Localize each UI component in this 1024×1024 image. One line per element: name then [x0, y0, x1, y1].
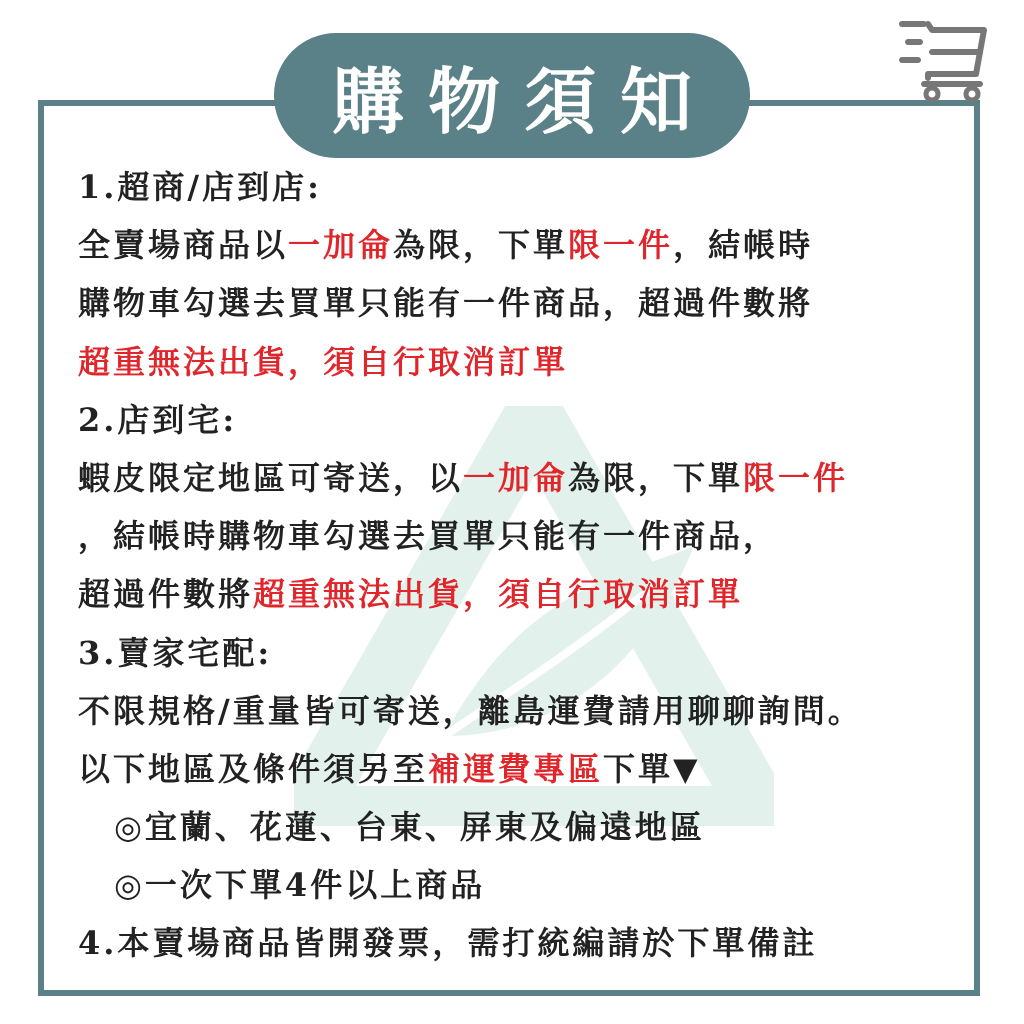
notice-text: 購物車勾選去買單只能有一件商品，超過件數將 — [78, 284, 814, 323]
notice-text: 下單▼ — [603, 749, 701, 788]
notice-text: 3.賣家宅配: — [78, 633, 273, 672]
notice-line — [78, 333, 978, 391]
notice-line — [78, 449, 978, 507]
notice-text: 為限，下單 — [568, 458, 744, 497]
highlight-text: 限一件 — [743, 458, 849, 497]
notice-line — [78, 507, 978, 565]
notice-line — [78, 391, 978, 449]
page-title: 購物須知 — [274, 33, 750, 158]
notice-line — [78, 216, 978, 274]
notice-text: 為限，下單 — [393, 226, 569, 265]
highlight-text: 限一件 — [568, 226, 674, 265]
notice-text: 全賣場商品以 — [78, 226, 289, 265]
notice-line — [78, 158, 978, 216]
notice-line — [78, 798, 978, 856]
highlight-text: 一加侖 — [288, 226, 394, 265]
notice-text: 蝦皮限定地區可寄送，以 — [78, 458, 464, 497]
highlight-text: 超重無法出貨，須自行取消訂單 — [78, 342, 569, 381]
notice-text: 以下地區及條件須另至 — [78, 749, 429, 788]
notice-line — [78, 856, 978, 914]
highlight-text: 補運費專區 — [428, 749, 604, 788]
notice-content — [78, 158, 978, 973]
notice-text: ，結帳時 — [673, 226, 814, 265]
notice-line — [78, 740, 978, 798]
notice-text: 4.本賣場商品皆開發票，需打統編請於下單備註 — [78, 924, 818, 963]
notice-line — [78, 565, 978, 623]
notice-text: ◎一次下單4件以上商品 — [114, 866, 486, 905]
notice-line — [78, 274, 978, 332]
notice-line — [78, 682, 978, 740]
highlight-text: 一加侖 — [463, 458, 569, 497]
notice-line — [78, 624, 978, 682]
highlight-text: 超重無法出貨，須自行取消訂單 — [253, 575, 744, 614]
notice-text: 不限規格/重量皆可寄送，離島運費請用聊聊詢問。 — [78, 691, 863, 730]
notice-text: ，結帳時購物車勾選去買單只能有一件商品， — [78, 517, 779, 556]
notice-text: ◎宜蘭、花蓮、台東、屏東及偏遠地區 — [114, 808, 705, 847]
notice-text: 超過件數將 — [78, 575, 254, 614]
notice-line — [78, 914, 978, 972]
notice-text: 1.超商/店到店: — [78, 168, 322, 206]
shopping-cart-icon — [898, 18, 990, 102]
notice-text: 2.店到宅: — [78, 400, 238, 439]
